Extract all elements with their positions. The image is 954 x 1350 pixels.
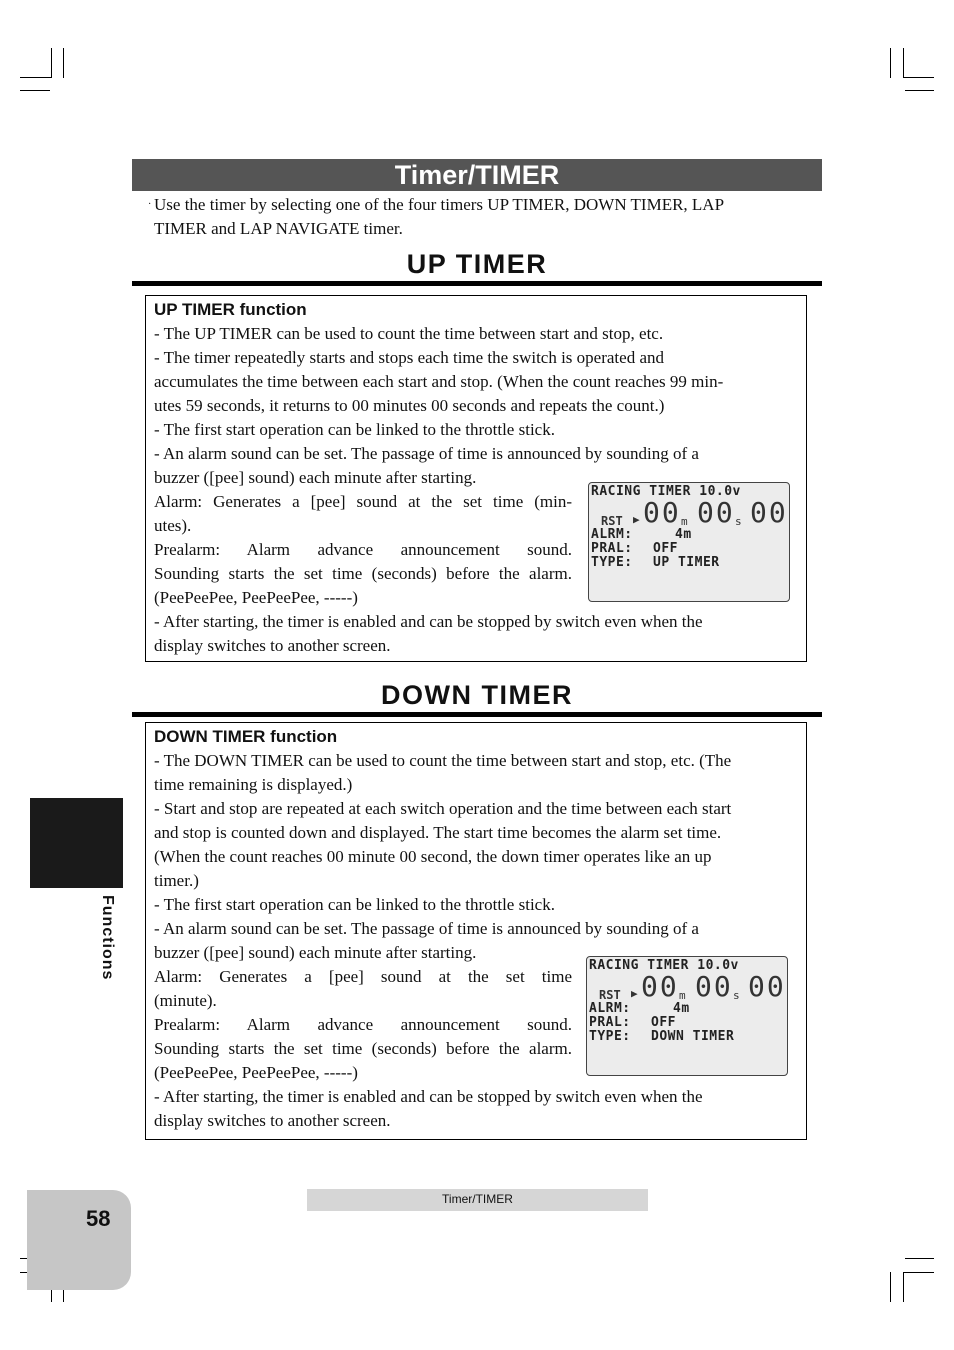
lcd-hundredths: 00 [748,970,786,1003]
crop-mark [890,1272,891,1302]
lcd-alrm-value: 4m [673,1001,690,1016]
running-footer: Timer/TIMER [307,1189,648,1211]
page-title: Timer/TIMER [132,159,822,191]
crop-mark [905,90,934,91]
down-timer-heading: DOWN TIMER [381,680,573,710]
page-number: 58 [86,1206,111,1231]
text-line: (minute). [154,991,217,1010]
text-line: Sounding starts the set time (seconds) before the alarm. [154,1039,572,1058]
crop-mark [890,48,891,78]
page-number-tab [27,1190,131,1290]
intro-paragraph [148,193,810,241]
crop-mark [903,77,934,78]
lcd-minute-unit: m [679,989,686,1002]
lcd-minutes: 00 [643,496,681,529]
text-line: accumulates the time between each start and stop. (When the count reaches 99 min- [154,372,724,391]
play-icon: ▶ [633,513,640,526]
crop-mark [905,1258,934,1259]
text-line: - The timer repeatedly starts and stops each time the switch is operated and [154,348,664,367]
lcd-minute-unit: m [681,515,688,528]
lcd-type-value: UP TIMER [653,555,720,570]
text-line: Prealarm: Alarm advance announcement sound. [154,540,572,559]
text-line: - The first start operation can be linked to the throttle stick. [154,420,555,439]
text-line: display switches to another screen. [154,636,391,655]
text-line: - The UP TIMER can be used to count the time between start and stop, etc. [154,324,664,343]
crop-mark [20,77,52,78]
lcd-pral-value: OFF [651,1015,676,1030]
lcd-second-unit: s [735,515,742,528]
lcd-type-value: DOWN TIMER [651,1029,735,1044]
text-line: time remaining is displayed.) [154,775,353,794]
lcd-rst-label: RST [601,514,623,528]
crop-mark [51,48,52,78]
lcd-second-unit: s [733,989,740,1002]
lcd-type-label: TYPE: [589,1029,631,1044]
text-line: (PeePeePee, PeePeePee, -----) [154,588,358,607]
text-line: timer.) [154,871,199,890]
text-line: - An alarm sound can be set. The passage of time is announced by sounding of a [154,919,699,938]
lcd-header: RACING TIMER 10.0v [589,958,739,973]
down-timer-rule [132,712,822,717]
text-line: (PeePeePee, PeePeePee, -----) [154,1063,358,1082]
text-line: Alarm: Generates a [pee] sound at the set time (min- [154,492,572,511]
lcd-minutes: 00 [641,970,679,1003]
lcd-alrm-value: 4m [675,527,692,542]
lcd-alrm-label: ALRM: [589,1001,631,1016]
text-line: (When the count reaches 00 minute 00 second, the down timer operates like an up [154,847,712,866]
text-line: Alarm: Generates a [pee] sound at the set time [154,967,572,986]
text-line: buzzer ([pee] sound) each minute after starting. [154,943,477,962]
crop-mark [903,1272,904,1302]
text-line: - An alarm sound can be set. The passage of time is announced by sounding of a [154,444,699,463]
crop-mark [63,48,64,78]
up-timer-box [145,295,807,662]
intro-line: Use the timer by selecting one of the four timers UP TIMER, DOWN TIMER, LAP [154,195,725,214]
section-side-label: Functions [99,895,116,981]
text-line: Sounding starts the set time (seconds) before the alarm. [154,564,572,583]
crop-mark [20,90,50,91]
crop-mark [903,1272,934,1273]
text-line: - The first start operation can be linked to the throttle stick. [154,895,555,914]
intro-bullet: · [148,199,152,210]
up-timer-heading: UP TIMER [406,249,548,279]
lcd-type-label: TYPE: [591,555,633,570]
text-line: and stop is counted down and displayed. The start time becomes the alarm set time. [154,823,722,842]
text-line: utes 59 seconds, it returns to 00 minutes 00 seconds and repeats the count.) [154,396,665,415]
lcd-header: RACING TIMER 10.0v [591,484,741,499]
up-timer-box-title: UP TIMER function [154,300,307,319]
lcd-alrm-label: ALRM: [591,527,633,542]
lcd-pral-label: PRAL: [589,1015,631,1030]
up-timer-rule [132,281,822,286]
lcd-display-down-timer [586,956,788,1076]
down-timer-box-title: DOWN TIMER function [154,727,338,746]
lcd-pral-value: OFF [653,541,678,556]
text-line: display switches to another screen. [154,1111,391,1130]
play-icon: ▶ [631,987,638,1000]
lcd-seconds: 00 [697,496,735,529]
text-line: utes). [154,516,192,535]
text-line: - After starting, the timer is enabled and can be stopped by switch even when the [154,1087,703,1106]
lcd-seconds: 00 [695,970,733,1003]
lcd-display-up-timer [588,482,790,602]
text-line: - After starting, the timer is enabled and can be stopped by switch even when the [154,612,703,631]
lcd-hundredths: 00 [750,496,788,529]
lcd-rst-label: RST [599,988,621,1002]
text-line: - Start and stop are repeated at each switch operation and the time between each start [154,799,732,818]
intro-line: TIMER and LAP NAVIGATE timer. [154,219,403,238]
crop-mark [903,48,904,78]
section-side-tab [30,798,123,888]
lcd-pral-label: PRAL: [591,541,633,556]
down-timer-box [145,722,807,1140]
text-line: Prealarm: Alarm advance announcement sound. [154,1015,572,1034]
text-line: buzzer ([pee] sound) each minute after starting. [154,468,477,487]
text-line: - The DOWN TIMER can be used to count the time between start and stop, etc. (The [154,751,732,770]
